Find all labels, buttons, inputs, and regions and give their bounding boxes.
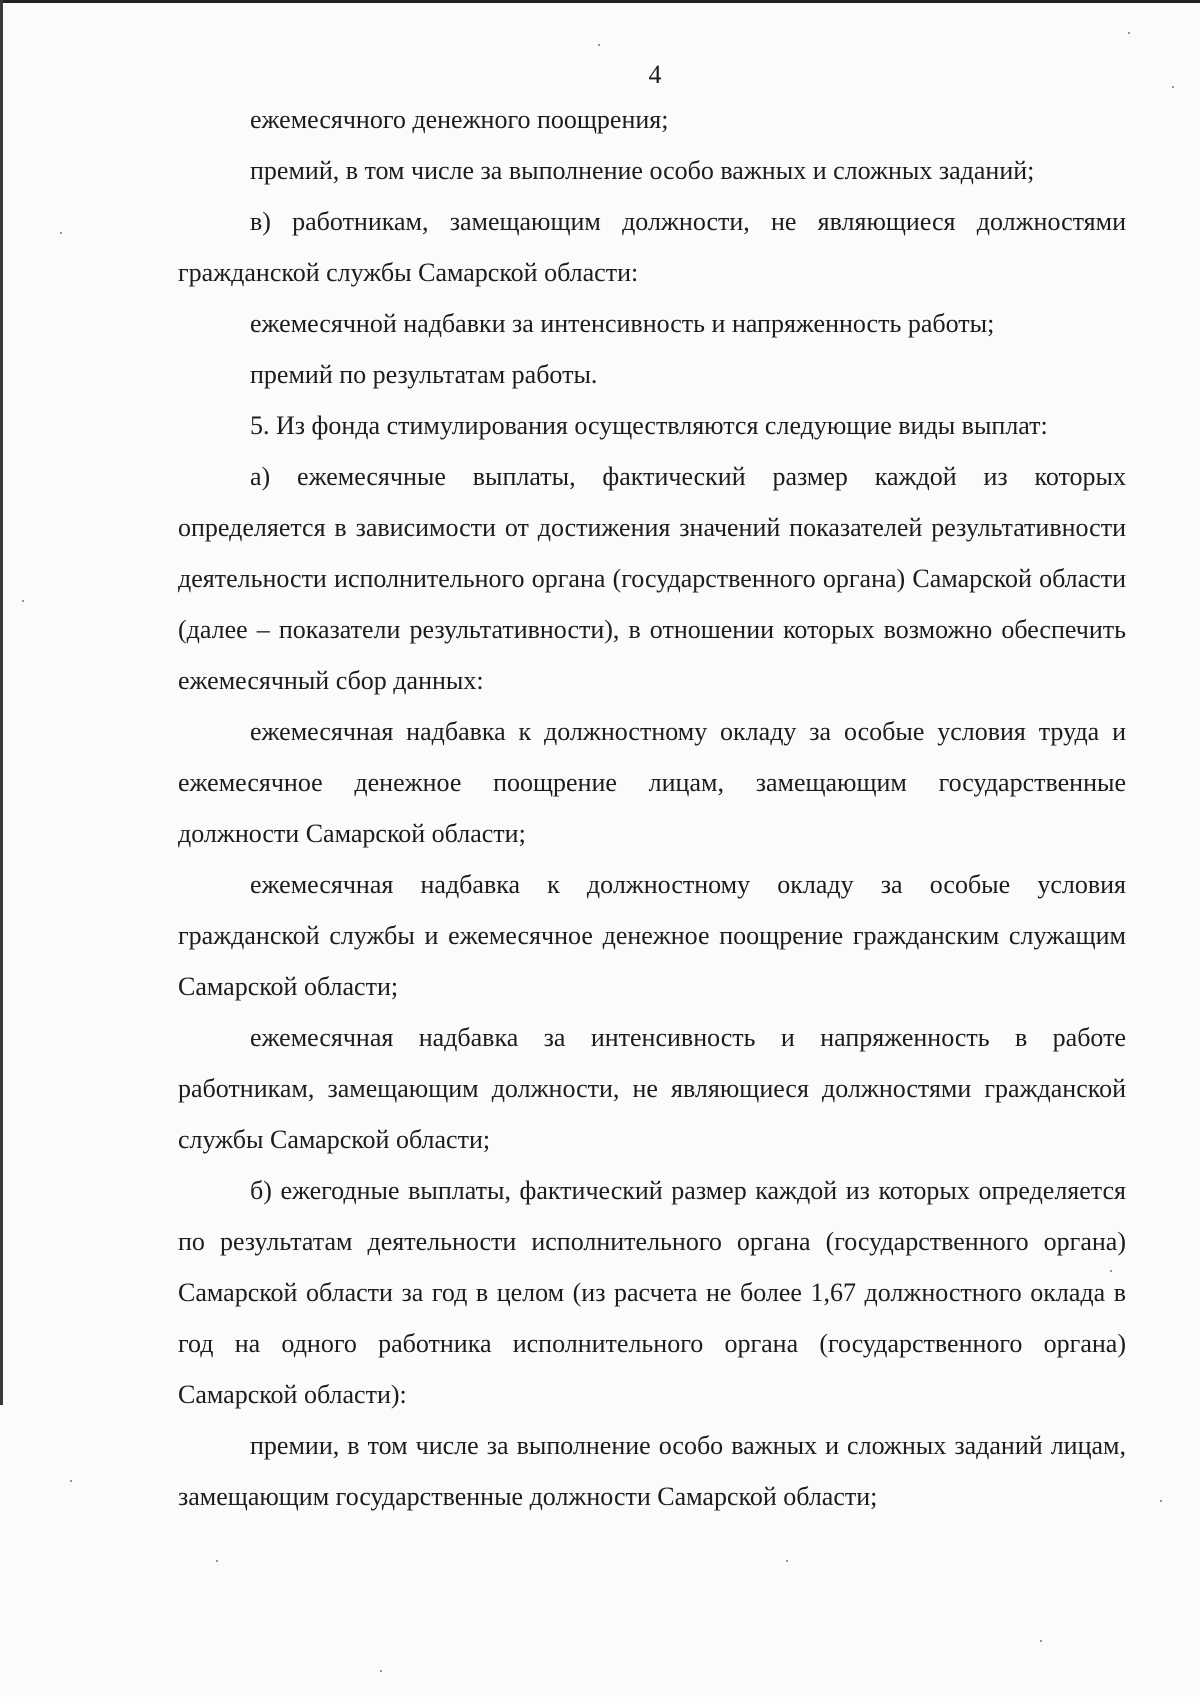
- scan-speck: [380, 1670, 382, 1672]
- paragraph: премий, в том числе за выполнение особо важных и сложных заданий;: [250, 156, 1035, 185]
- scan-speck: [70, 1480, 72, 1482]
- paragraph: а) ежемесячные выплаты, фактический размер каждой из которых определяется в зависимости от достижения значений показателей результативности деятельности исполнительного органа (государственного органа) Самарской области (далее – показатели результативности), в отношении которых возможно обеспечить ежемесячный сбор данных:: [178, 462, 1126, 695]
- scan-speck: [216, 1560, 218, 1562]
- paragraph: в) работникам, замещающим должности, не являющиеся должностями гражданской службы Самарской области:: [178, 207, 1126, 287]
- paragraph: премии, в том числе за выполнение особо важных и сложных заданий лицам, замещающим государственные должности Самарской области;: [178, 1431, 1126, 1511]
- page-number: 4: [648, 60, 662, 89]
- paragraph: ежемесячной надбавки за интенсивность и напряженность работы;: [250, 309, 995, 338]
- scan-speck: [22, 600, 24, 602]
- paragraph: премий по результатам работы.: [250, 360, 598, 389]
- scan-speck: [1128, 32, 1130, 34]
- paragraph: б) ежегодные выплаты, фактический размер каждой из которых определяется по результатам деятельности исполнительного органа (государственного органа) Самарской области за год в целом (из расчета не более 1,67 должностного оклада в год на одного работника исполнительного органа (государственного органа) Самарской области):: [178, 1176, 1126, 1409]
- scan-left-edge: [0, 0, 3, 1405]
- scan-speck: [1110, 1270, 1112, 1272]
- document-body: [178, 94, 1126, 1522]
- scan-speck: [60, 232, 62, 234]
- scan-speck: [1160, 1500, 1162, 1502]
- scan-speck: [598, 44, 600, 46]
- scan-speck: [786, 1560, 788, 1562]
- paragraph: ежемесячная надбавка к должностному окладу за особые условия гражданской службы и ежемесячное денежное поощрение гражданским служащим Самарской области;: [178, 870, 1126, 1001]
- paragraph: ежемесячная надбавка к должностному окладу за особые условия труда и ежемесячное денежное поощрение лицам, замещающим государственные должности Самарской области;: [178, 717, 1126, 848]
- scan-top-edge: [0, 0, 1200, 3]
- paragraph: ежемесячная надбавка за интенсивность и напряженность в работе работникам, замещающим должности, не являющиеся должностями гражданской службы Самарской области;: [178, 1023, 1126, 1154]
- scan-speck: [1040, 1640, 1042, 1642]
- scan-speck: [1172, 86, 1174, 88]
- paragraph: 5. Из фонда стимулирования осуществляются следующие виды выплат:: [250, 411, 1048, 440]
- paragraph: ежемесячного денежного поощрения;: [250, 105, 669, 134]
